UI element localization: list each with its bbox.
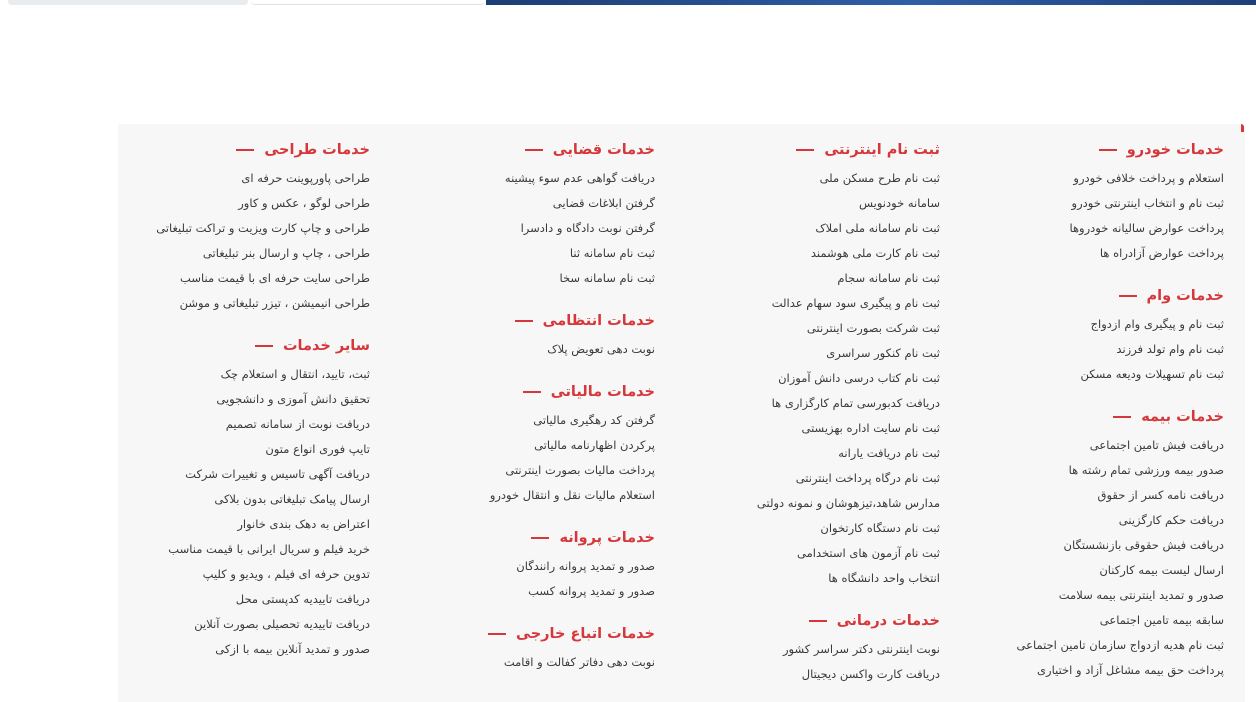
- menu-link[interactable]: طراحی ، چاپ و ارسال بنر تبلیغاتی: [202, 246, 370, 260]
- menu-link[interactable]: ثبت نام سامانه ملی املاک: [815, 221, 940, 235]
- menu-link[interactable]: پرداخت مالیات بصورت اینترنتی: [505, 463, 655, 477]
- menu-link[interactable]: ثبت شرکت بصورت اینترنتی: [806, 321, 940, 335]
- menu-link[interactable]: تایپ فوری انواع متون: [265, 442, 370, 456]
- section-title[interactable]: [455, 311, 655, 331]
- menu-list: [455, 166, 655, 291]
- menu-link[interactable]: سابقه بیمه تامین اجتماعی: [1099, 613, 1224, 627]
- menu-list: [455, 408, 655, 508]
- menu-section: [994, 140, 1224, 266]
- menu-link[interactable]: استعلام مالیات نقل و انتقال خودرو: [489, 488, 655, 502]
- menu-section: [994, 407, 1224, 683]
- section-title[interactable]: [994, 140, 1224, 160]
- menu-column-3: [455, 140, 655, 675]
- menu-column-2: [720, 140, 940, 687]
- menu-link[interactable]: دریافت کدبورسی تمام کارگزاری ها: [771, 396, 940, 410]
- menu-list: [994, 166, 1224, 266]
- menu-section: [455, 528, 655, 604]
- menu-link[interactable]: ثبت نام هدیه ازدواج سازمان تامین اجتماعی: [1016, 638, 1224, 652]
- section-title[interactable]: [455, 624, 655, 644]
- dash-icon: [515, 320, 533, 322]
- section-title-text: خدمات درمانی: [836, 613, 940, 629]
- menu-list: [994, 312, 1224, 387]
- menu-link[interactable]: مدارس شاهد،تیزهوشان و نمونه دولتی: [756, 496, 940, 510]
- menu-link[interactable]: ثبت نام آزمون های استخدامی: [797, 546, 940, 560]
- menu-link[interactable]: ثبت نام کارت ملی هوشمند: [810, 246, 940, 260]
- menu-list: [455, 554, 655, 604]
- menu-link[interactable]: صدور بیمه ورزشی تمام رشته ها: [1068, 463, 1224, 477]
- menu-link[interactable]: ثبت نام و پیگیری سود سهام عدالت: [771, 296, 940, 310]
- menu-section: [720, 140, 940, 591]
- menu-link[interactable]: ثبت نام سامانه سجام: [837, 271, 940, 285]
- menu-link[interactable]: صدور و تمدید پروانه کسب: [528, 584, 655, 598]
- dash-icon: [1113, 416, 1131, 418]
- dash-icon: [531, 537, 549, 539]
- menu-link[interactable]: پرداخت حق بیمه مشاغل آزاد و اختیاری: [1037, 663, 1224, 677]
- menu-link[interactable]: ثبت نام درگاه پرداخت اینترنتی: [795, 471, 940, 485]
- dash-icon: [525, 149, 543, 151]
- section-title-text: خدمات خودرو: [1126, 142, 1224, 158]
- menu-link[interactable]: خرید فیلم و سریال ایرانی با قیمت مناسب: [168, 542, 370, 556]
- menu-link[interactable]: تدوین حرفه ای فیلم ، ویدیو و کلیپ: [202, 567, 370, 581]
- menu-link[interactable]: دریافت کارت واکسن دیجیتال: [801, 667, 940, 681]
- menu-list: [455, 650, 655, 675]
- menu-list: [994, 433, 1224, 683]
- menu-link[interactable]: ثبت نام طرح مسکن ملی: [819, 171, 940, 185]
- menu-link[interactable]: نوبت اینترنتی دکتر سراسر کشور: [783, 642, 940, 656]
- menu-section: [994, 286, 1224, 387]
- section-title-text: خدمات بیمه: [1141, 409, 1224, 425]
- menu-link[interactable]: دریافت فیش تامین اجتماعی: [1089, 438, 1224, 452]
- section-title[interactable]: [720, 140, 940, 160]
- menu-link[interactable]: ثبت نام سامانه سخا: [559, 271, 655, 285]
- menu-link[interactable]: ثبت نام دریافت یارانه: [838, 446, 940, 460]
- menu-link[interactable]: دریافت تاییدیه کدپستی محل: [235, 592, 370, 606]
- dash-icon: [1099, 149, 1117, 151]
- menu-link[interactable]: ارسال پیامک تبلیغاتی بدون بلاکی: [214, 492, 370, 506]
- section-title-text: سایر خدمات: [282, 338, 370, 354]
- top-tab-left[interactable]: [8, 0, 248, 5]
- menu-section: [455, 624, 655, 675]
- menu-link[interactable]: انتخاب واحد دانشگاه ها: [828, 571, 940, 585]
- top-strip: [0, 0, 1256, 6]
- menu-section: [720, 611, 940, 687]
- menu-section: [455, 382, 655, 508]
- menu-link[interactable]: دریافت فیش حقوقی بازنشستگان: [1063, 538, 1224, 552]
- menu-column-4: [140, 140, 370, 662]
- menu-list: [720, 637, 940, 687]
- section-title-text: خدمات مالیاتی: [550, 384, 655, 400]
- menu-column-1: [994, 140, 1224, 683]
- section-title[interactable]: [455, 140, 655, 160]
- section-title[interactable]: [720, 611, 940, 631]
- menu-link[interactable]: ثبت نام کنکور سراسری: [826, 346, 940, 360]
- section-title[interactable]: [140, 336, 370, 356]
- section-title-text: خدمات انتظامی: [542, 313, 655, 329]
- menu-section: [455, 311, 655, 362]
- section-title[interactable]: [994, 286, 1224, 306]
- menu-link[interactable]: طراحی سایت حرفه ای با قیمت مناسب: [180, 271, 370, 285]
- menu-link[interactable]: صدور و تمدید اینترنتی بیمه سلامت: [1058, 588, 1224, 602]
- dash-icon: [488, 633, 506, 635]
- menu-link[interactable]: صدور و تمدید پروانه رانندگان: [516, 559, 655, 573]
- dash-icon: [796, 149, 814, 151]
- section-title-text: خدمات طراحی: [264, 142, 370, 158]
- menu-list: [140, 362, 370, 662]
- menu-link[interactable]: صدور و تمدید آنلاین بیمه با ازکی: [215, 642, 370, 656]
- menu-link[interactable]: پرکردن اظهارنامه مالیاتی: [534, 438, 655, 452]
- menu-link[interactable]: گرفتن کد رهگیری مالیاتی: [533, 413, 655, 427]
- menu-link[interactable]: گرفتن ابلاغات قضایی: [552, 196, 655, 210]
- menu-link[interactable]: ثبت، تایید، انتقال و استعلام چک: [220, 367, 370, 381]
- dash-icon: [236, 149, 254, 151]
- menu-link[interactable]: دریافت گواهی عدم سوء پیشینه: [504, 171, 655, 185]
- section-title-text: ثبت نام اینترنتی: [824, 142, 940, 158]
- dash-icon: [523, 391, 541, 393]
- menu-link[interactable]: دریافت حکم کارگزینی: [1118, 513, 1224, 527]
- menu-link[interactable]: تحقیق دانش آموزی و دانشجویی: [216, 392, 370, 406]
- dash-icon: [1119, 295, 1137, 297]
- dash-icon: [255, 345, 273, 347]
- menu-link[interactable]: اعتراض به دهک بندی خانوار: [237, 517, 370, 531]
- menu-link[interactable]: پرداخت عوارض آزادراه ها: [1099, 246, 1224, 260]
- top-search-bar[interactable]: [250, 0, 486, 5]
- menu-link[interactable]: ثبت نام و انتخاب اینترنتی خودرو: [1071, 196, 1224, 210]
- menu-list: [720, 166, 940, 591]
- menu-link[interactable]: استعلام و پرداخت خلافی خودرو: [1073, 171, 1224, 185]
- section-title-text: خدمات پروانه: [559, 530, 655, 546]
- menu-link[interactable]: ثبت نام و پیگیری وام ازدواج: [1090, 317, 1224, 331]
- menu-link[interactable]: طراحی انیمیشن ، تیزر تبلیغاتی و موشن: [179, 296, 370, 310]
- menu-link[interactable]: دریافت نوبت از سامانه تصمیم: [225, 417, 370, 431]
- menu-link[interactable]: پرداخت عوارض سالیانه خودروها: [1069, 221, 1224, 235]
- menu-section: [455, 140, 655, 291]
- menu-link[interactable]: ثبت نام سایت اداره بهزیستی: [801, 421, 940, 435]
- menu-list: [455, 337, 655, 362]
- section-title[interactable]: [455, 528, 655, 548]
- menu-link[interactable]: دریافت تاییدیه تحصیلی بصورت آنلاین: [194, 617, 370, 631]
- menu-link[interactable]: ارسال لیست بیمه کارکنان: [1099, 563, 1224, 577]
- top-header-banner: [486, 0, 1256, 5]
- menu-link[interactable]: دریافت آگهی تاسیس و تغییرات شرکت: [185, 467, 370, 481]
- menu-link[interactable]: ثبت نام دستگاه کارتخوان: [820, 521, 940, 535]
- menu-section: [140, 336, 370, 662]
- menu-link[interactable]: نوبت دهی دفاتر کفالت و اقامت: [503, 655, 655, 669]
- dash-icon: [809, 620, 827, 622]
- menu-link[interactable]: طراحی و چاپ کارت ویزیت و تراکت تبلیغاتی: [156, 221, 370, 235]
- menu-link[interactable]: ثبت نام سامانه ثنا: [569, 246, 655, 260]
- section-title-text: خدمات قضایی: [552, 142, 655, 158]
- section-title-text: خدمات وام: [1146, 288, 1224, 304]
- section-title[interactable]: [455, 382, 655, 402]
- menu-link[interactable]: طراحی لوگو ، عکس و کاور: [238, 196, 370, 210]
- menu-section: [140, 140, 370, 316]
- menu-link[interactable]: ثبت نام وام تولد فرزند: [1116, 342, 1224, 356]
- menu-link[interactable]: دریافت نامه کسر از حقوق: [1097, 488, 1224, 502]
- menu-link[interactable]: ثبت نام تسهیلات ودیعه مسکن: [1080, 367, 1224, 381]
- menu-list: [140, 166, 370, 316]
- menu-link[interactable]: ثبت نام کتاب درسی دانش آموزان: [778, 371, 940, 385]
- section-title-text: خدمات اتباع خارجی: [516, 626, 655, 642]
- menu-link[interactable]: طراحی پاورپوینت حرفه ای: [241, 171, 370, 185]
- menu-link[interactable]: سامانه خودنویس: [859, 196, 940, 210]
- menu-link[interactable]: نوبت دهی تعویض پلاک: [547, 342, 655, 356]
- section-title[interactable]: [140, 140, 370, 160]
- menu-accent: [1241, 124, 1244, 132]
- section-title[interactable]: [994, 407, 1224, 427]
- menu-link[interactable]: گرفتن نوبت دادگاه و دادسرا: [520, 221, 655, 235]
